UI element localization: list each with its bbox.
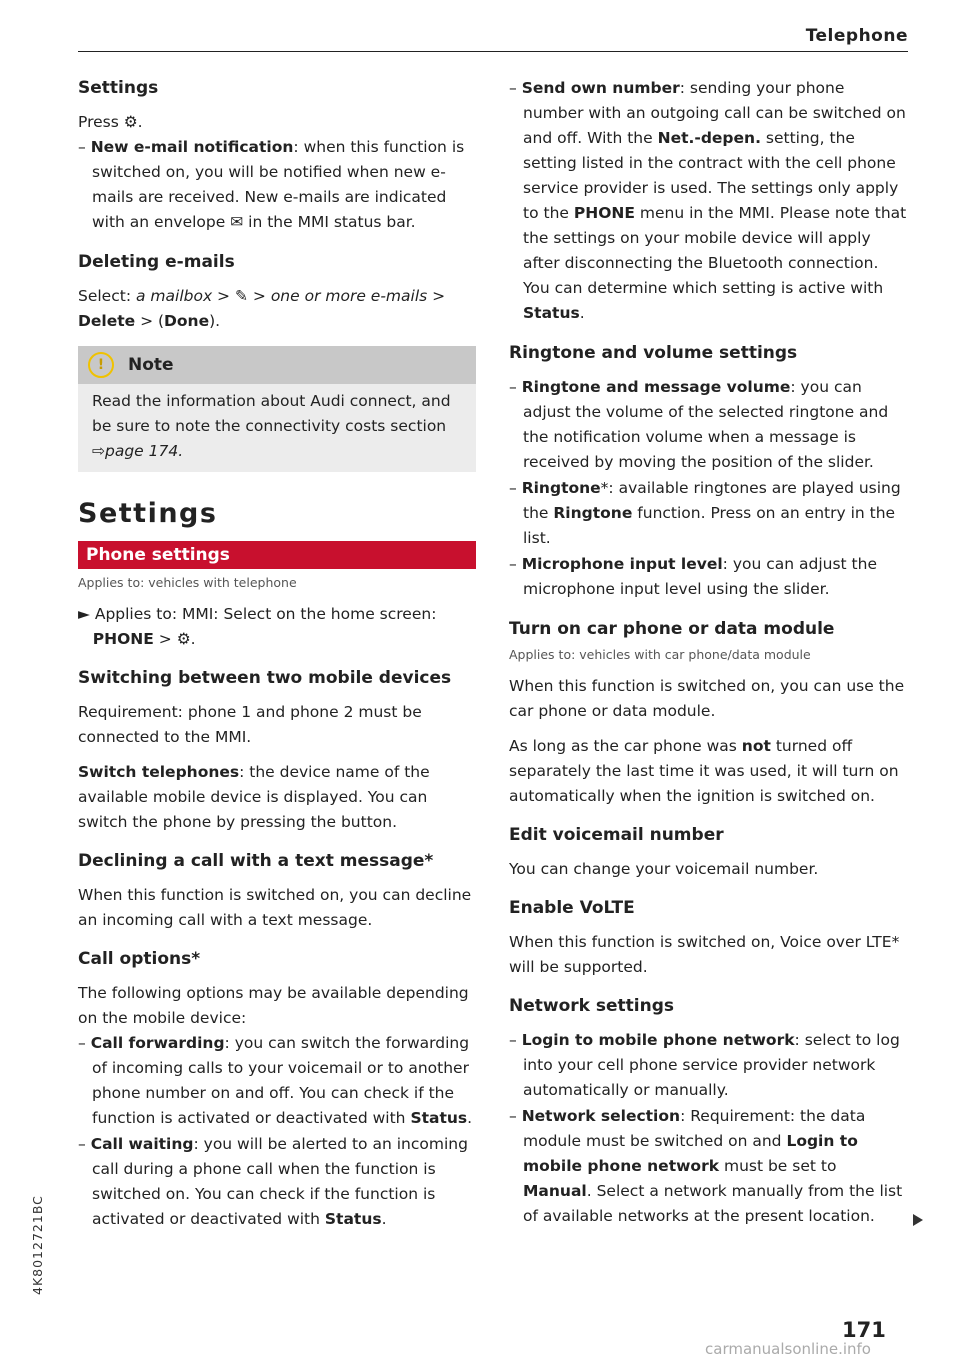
list-item: – Send own number: sending your phone number with an outgoing call can be switched on and off. With the Net.-depen. setting, the setting listed in the contract with the cell phone service provider is used. The settings only apply to the PHONE menu in the MMI. Please note that the settings on your mobile device will apply after disconnecting the Bluetooth connection. You can determine which setting is active with Status.	[509, 79, 907, 322]
mmi-instruction: ► Applies to: MMI: Select on the home screen: PHONE > ⚙.	[78, 605, 437, 648]
switching-heading: Switching between two mobile devices	[78, 668, 452, 688]
page-number: 171	[842, 1318, 886, 1342]
chapter-title: Settings	[78, 498, 218, 529]
section-bar: Phone settings	[78, 541, 476, 569]
list-item: – New e-mail notification: when this function is switched on, you will be notified when new e-mails are received. New e-mails are indicated with an envelope ✉ in the MMI status bar.	[78, 138, 465, 231]
note-body: Read the information about Audi connect, and be sure to note the connectivity costs section ⇨page 174.	[92, 392, 451, 460]
right-column	[509, 76, 907, 1230]
list-item: – Network selection: Requirement: the data module must be switched on and Login to mobile phone network must be set to Manual. Select a network manually from the list of available networks at the present location.	[509, 1107, 903, 1225]
voicemail-text: You can change your voicemail number.	[509, 860, 819, 878]
call-options-list	[78, 1031, 476, 1232]
watermark: carmanualsonline.info	[705, 1340, 871, 1358]
running-header: Telephone	[805, 26, 908, 46]
applies-note: Applies to: vehicles with telephone	[78, 575, 297, 590]
note-title: Note	[128, 355, 174, 375]
gear-icon: ⚙	[123, 113, 138, 131]
declining-text: When this function is switched on, you can decline an incoming call with a text message.	[78, 886, 472, 929]
document-code: 4K8012721BC	[30, 1195, 45, 1295]
switch-text: Switch telephones: the device name of the available mobile device is displayed. You can switch the phone by pressing the button.	[78, 763, 430, 831]
settings-heading: Settings	[78, 78, 159, 98]
list-item: – Call waiting: you will be alerted to an incoming call during a phone call when the function is switched on. You can check if the function is activated or deactivated with Status.	[78, 1135, 468, 1228]
note-header	[78, 346, 476, 384]
list-item: – Call forwarding: you can switch the forwarding of incoming calls to your voicemail or to another phone number on and off. You can check if the function is activated or deactivated with Status.	[78, 1034, 473, 1127]
ringtone-list	[509, 375, 907, 602]
envelope-icon: ✉	[230, 213, 244, 231]
list-item: – Ringtone and message volume: you can adjust the volume of the selected ringtone and the notification volume when a message is received by moving the position of the slider.	[509, 378, 889, 471]
volte-heading: Enable VoLTE	[509, 898, 635, 918]
press-line: Press ⚙.	[78, 113, 143, 131]
delete-instructions: Select: a mailbox > ✎ > one or more e-mails > Delete > (Done).	[78, 287, 446, 330]
page-reference-link[interactable]: ⇨page 174.	[92, 442, 184, 460]
note-box	[78, 346, 476, 472]
declining-heading: Declining a call with a text message*	[78, 851, 434, 871]
gear-icon: ⚙	[176, 630, 191, 648]
applies-note: Applies to: vehicles with car phone/data module	[509, 647, 811, 662]
send-own-list	[509, 76, 907, 326]
email-list	[78, 135, 476, 235]
network-list	[509, 1028, 907, 1229]
car-phone-heading: Turn on car phone or data module	[509, 619, 835, 639]
voicemail-heading: Edit voicemail number	[509, 825, 724, 845]
call-options-text: The following options may be available depending on the mobile device:	[78, 984, 469, 1027]
note-warning-icon: !	[88, 352, 114, 378]
volte-text: When this function is switched on, Voice over LTE* will be supported.	[509, 933, 900, 976]
call-options-heading: Call options*	[78, 949, 201, 969]
continue-arrow-icon	[913, 1214, 923, 1226]
car-phone-text-1: When this function is switched on, you can use the car phone or data module.	[509, 677, 905, 720]
network-heading: Network settings	[509, 996, 674, 1016]
list-item: – Microphone input level: you can adjust the microphone input level using the slider.	[509, 555, 877, 598]
list-item: – Login to mobile phone network: select to log into your cell phone service provider network automatically or manually.	[509, 1031, 900, 1099]
requirement-text: Requirement: phone 1 and phone 2 must be connected to the MMI.	[78, 703, 422, 746]
left-column	[78, 76, 476, 1233]
list-item: – Ringtone*: available ringtones are played using the Ringtone function. Press on an entry in the list.	[509, 479, 901, 547]
deleting-heading: Deleting e-mails	[78, 252, 235, 272]
pencil-icon: ✎	[234, 287, 248, 305]
header-rule	[78, 51, 908, 52]
car-phone-text-2: As long as the car phone was not turned off separately the last time it was used, it will turn on automatically when the ignition is switched on.	[509, 737, 899, 805]
ringtone-heading: Ringtone and volume settings	[509, 343, 798, 363]
